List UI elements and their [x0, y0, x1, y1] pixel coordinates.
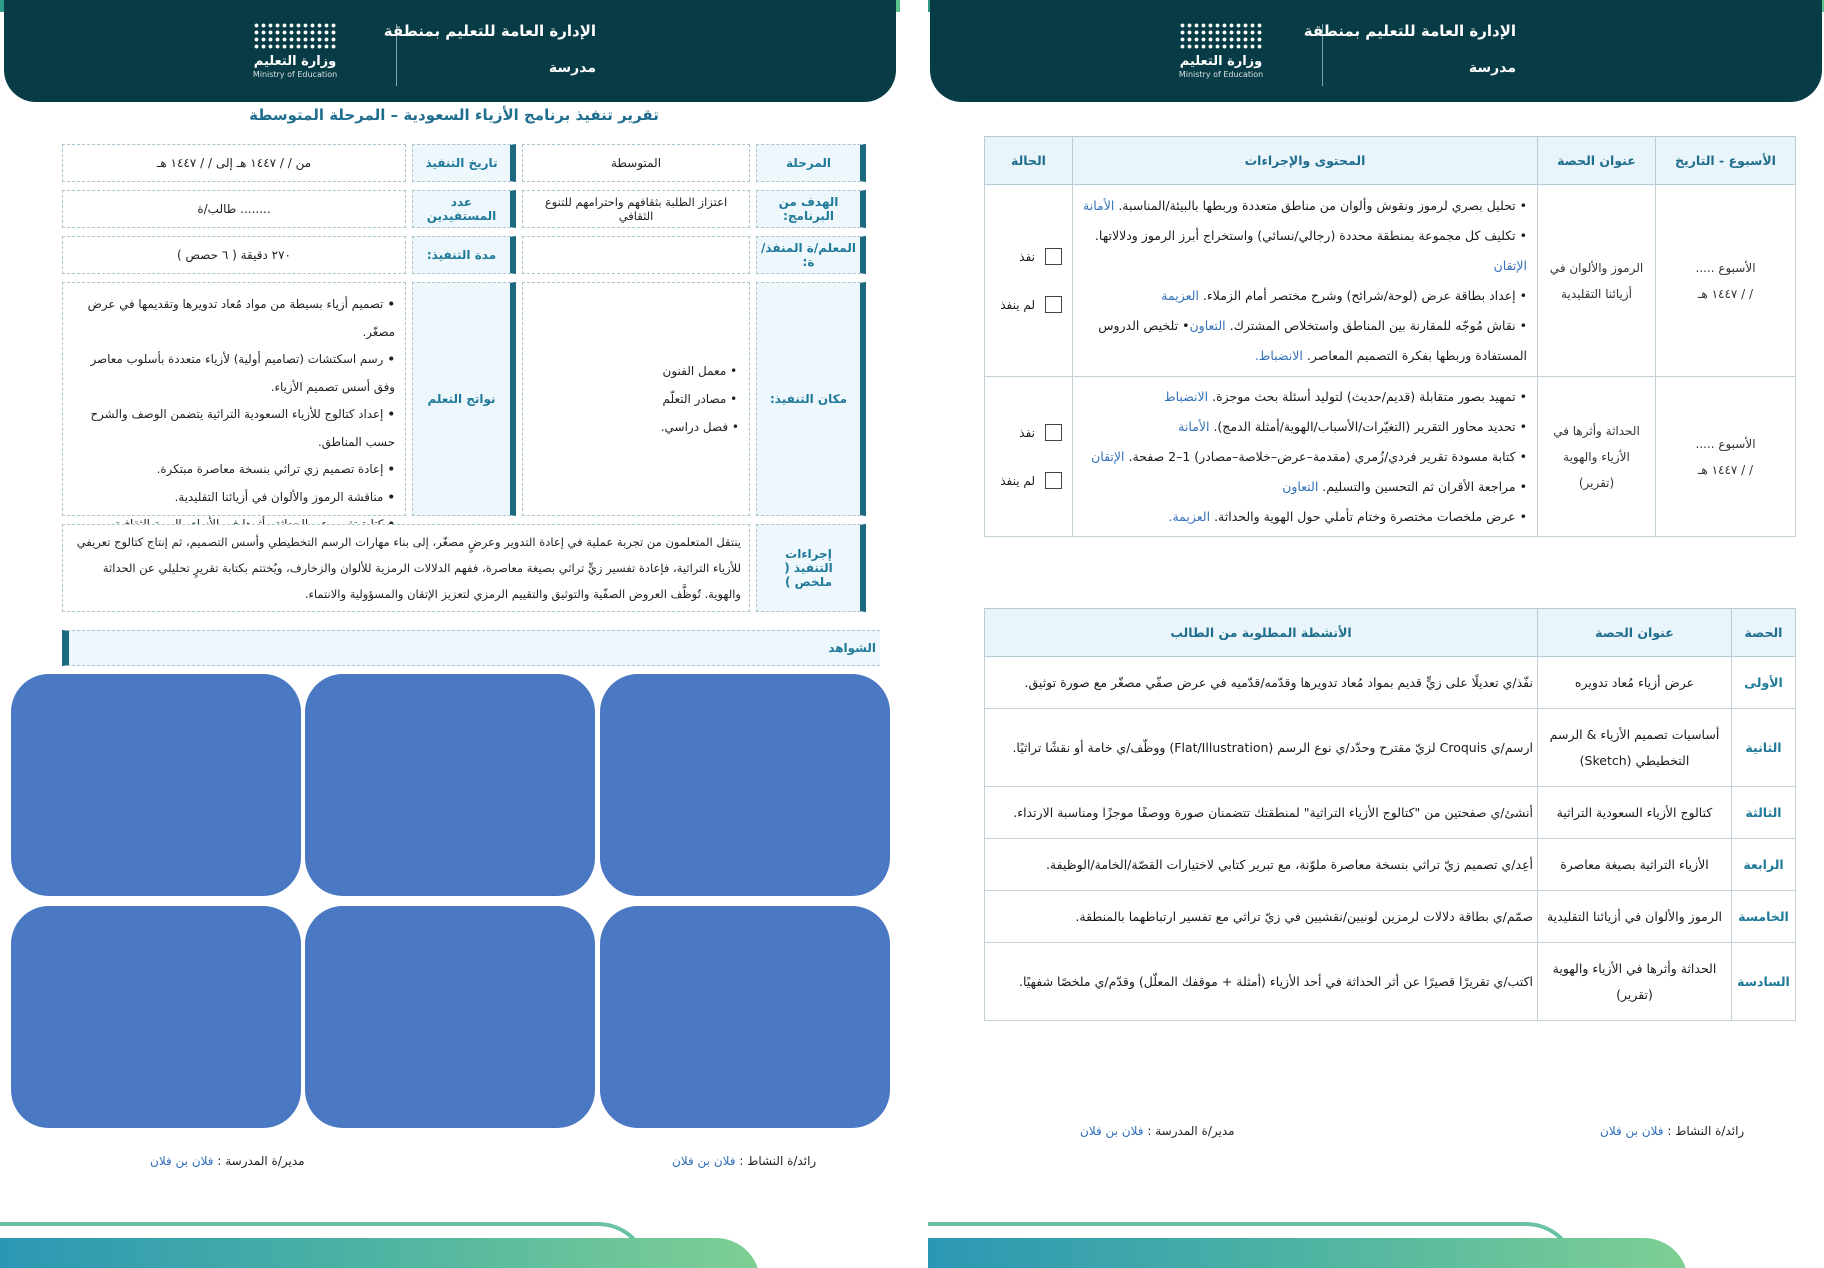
header-line2: مدرسة [1468, 60, 1516, 76]
col-content: المحتوى والإجراءات [1073, 137, 1538, 185]
teacher-value [522, 236, 750, 274]
leader-label: رائد/ة النشاط : [1667, 1124, 1745, 1138]
status-cell [985, 377, 1073, 537]
session-no: الأولى [1732, 657, 1796, 709]
teacher-label: المعلم/ة المنفذ/ة: [756, 236, 866, 274]
plan-page [928, 0, 1824, 1268]
leader-signature [672, 1154, 816, 1168]
plan-row [985, 377, 1796, 537]
content-item: • نقاش مُوجّه للمقارنة بين المناطق واستخلاص المشترك. التعاون• تلخيص الدروس المستفادة وربطها بفكرة التصميم المعاصر. الانضباط. [1098, 317, 1527, 363]
content-item: • مراجعة الأقران ثم التحسين والتسليم. التعاون [1282, 478, 1527, 494]
place-label: مكان التنفيذ: [756, 282, 866, 516]
evidence-photo[interactable] [11, 674, 301, 896]
session-row [985, 943, 1796, 1021]
week-cell [1656, 185, 1796, 377]
place-item: • فصل دراسي. [660, 420, 739, 434]
week-label: الأسبوع ..... [1695, 260, 1756, 275]
plan-row [985, 185, 1796, 377]
evidence-photo[interactable] [305, 674, 595, 896]
content-item: • تمهيد بصور متقابلة (قديم/حديث) لتوليد أسئلة بحث موجزة. الانضباط [1164, 388, 1527, 404]
session-title: عرض أزياء مُعاد تدويره [1538, 657, 1732, 709]
content-cell [1073, 377, 1538, 537]
manager-label: مدير/ة المدرسة : [217, 1154, 305, 1168]
done-label: نفذ [1019, 425, 1035, 440]
ministry-logo [240, 22, 350, 88]
duration-value: ٢٧٠ دقيقة ( ٦ حصص ) [62, 236, 406, 274]
content-cell [1073, 185, 1538, 377]
session-row [985, 657, 1796, 709]
ministry-logo [1166, 22, 1276, 88]
leader-name: فلان بن فلان [672, 1154, 736, 1168]
beneficiaries-label: عدد المستفيدين [412, 190, 516, 228]
header-banner [4, 0, 896, 102]
session-title: الحداثة وأثرها في الأزياء والهوية (تقرير) [1538, 943, 1732, 1021]
session-row [985, 891, 1796, 943]
evidence-photo[interactable] [600, 906, 890, 1128]
content-item: • عرض ملخصات مختصرة وختام تأملي حول الهوية والحداثة. العزيمة. [1168, 508, 1527, 524]
outcomes-list [62, 282, 406, 516]
notdone-checkbox[interactable] [1045, 296, 1062, 313]
session-activity: اكتب/ي تقريرًا قصيرًا عن أثر الحداثة في أحد الأزياء (أمثلة + موقفك المعلّل) وقدّم/ي ملخصًا شفهيًا. [985, 943, 1538, 1021]
logo-dots-icon [1179, 22, 1263, 50]
session-row [985, 787, 1796, 839]
outcome-item: • تصميم أزياء بسيطة من مواد مُعاد تدويرها وتقديمها في عرض مصغّر. [73, 291, 395, 346]
report-page [0, 0, 900, 1268]
week-label: الأسبوع ..... [1695, 436, 1756, 451]
logo-dots-icon [253, 22, 337, 50]
evidence-label: الشواهد [62, 630, 880, 666]
date-value: من / / ١٤٤٧ هـ إلى / / ١٤٤٧ هـ [62, 144, 406, 182]
place-item: • معمل الفنون [662, 364, 738, 378]
session-no: الخامسة [1732, 891, 1796, 943]
duration-label: مدة التنفيذ: [412, 236, 516, 274]
evidence-photo[interactable] [600, 674, 890, 896]
session-title-cell: الحداثة وأثرها في الأزياء والهوية (تقرير) [1538, 377, 1656, 537]
beneficiaries-value: ........ طالب/ة [62, 190, 406, 228]
procedures-label: إجراءات التنفيذ ( ملخص ) [756, 524, 866, 612]
col-week-date: الأسبوع - التاريخ [1656, 137, 1796, 185]
session-no: الرابعة [1732, 839, 1796, 891]
session-activity: ارسم/ي Croquis لزيّ مقترح وحدّد/ي نوع الرسم (Flat/Illustration) ووظّف/ي خامة أو نقشًا تراثيًا. [985, 709, 1538, 787]
session-row [985, 709, 1796, 787]
leader-name: فلان بن فلان [1600, 1124, 1664, 1138]
outcome-item: • إعداد كتالوج للأزياء السعودية التراثية يتضمن الوصف والشرح حسب المناطق. [73, 401, 395, 456]
date-label: تاريخ التنفيذ [412, 144, 516, 182]
session-title: أساسيات تصميم الأزياء & الرسم التخطيطي (Sketch) [1538, 709, 1732, 787]
manager-name: فلان بن فلان [150, 1154, 214, 1168]
weekly-plan-table [984, 136, 1796, 537]
manager-signature [1080, 1124, 1235, 1138]
session-no: الثانية [1732, 709, 1796, 787]
week-date: / / ١٤٤٧ هـ [1697, 462, 1754, 477]
col-activities: الأنشطة المطلوبة من الطالب [985, 609, 1538, 657]
session-title: الرموز والألوان في أزيائنا التقليدية [1538, 891, 1732, 943]
done-checkbox[interactable] [1045, 248, 1062, 265]
outcome-item: • رسم اسكتشات (تصاميم أولية) لأزياء متعددة بأسلوب معاصر وفق أسس تصميم الأزياء. [73, 346, 395, 401]
footer-decoration [928, 1208, 1824, 1268]
notdone-label: لم ينفذ [1000, 473, 1035, 488]
ministry-name-ar: وزارة التعليم [1179, 54, 1263, 69]
goal-value: اعتزاز الطلبة بثقافهم واحترامهم للتنوع الثقافي [522, 190, 750, 228]
week-date: / / ١٤٤٧ هـ [1697, 286, 1754, 301]
evidence-photo[interactable] [11, 906, 301, 1128]
session-no: السادسة [1732, 943, 1796, 1021]
session-title-cell: الرموز والألوان في أزيائنا التقليدية [1538, 185, 1656, 377]
content-item: • كتابة مسودة تقرير فردي/زُمري (مقدمة–عرض–خلاصة–مصادر) 1–2 صفحة. الإتقان [1091, 448, 1527, 464]
procedures-value: ينتقل المتعلمون من تجربة عملية في إعادة التدوير وعرضٍ مصغّر، إلى بناء مهارات الرسم التخطيطي وأسس التصميم، ثم إنتاج كتالوج تعريفي للأزياء التراثية، فإعادة تفسير زيٍّ تراثي بصيغة معاصرة، ففهم الدلالات الرمزية للألوان والزخارف، ويُختتم بكتابة تقريرٍ تحليلي عن الحداثة والهوية. تُوظَّف العروض الصفّية والتوثيق والتقييم الرمزي لتعزيز الإتقان والمسؤولية والانتماء. [62, 524, 750, 612]
leader-signature [1600, 1124, 1744, 1138]
col-session-title: عنوان الحصة [1538, 137, 1656, 185]
header-line1: الإدارة العامة للتعليم بمنطقة [1303, 22, 1516, 40]
place-item: • مصادر التعلّم [662, 392, 738, 406]
done-checkbox[interactable] [1045, 424, 1062, 441]
notdone-label: لم ينفذ [1000, 297, 1035, 312]
outcome-item: • مناقشة الرموز والألوان في أزيائنا التقليدية. [73, 484, 395, 512]
session-activity: صمّم/ي بطاقة دلالات لرمزين لونيين/نقشيين في زيّ تراثي مع تفسير ارتباطهما بالمنطقة. [985, 891, 1538, 943]
ministry-name-en: Ministry of Education [1178, 70, 1264, 79]
col-status: الحالة [985, 137, 1073, 185]
manager-name: فلان بن فلان [1080, 1124, 1144, 1138]
manager-label: مدير/ة المدرسة : [1147, 1124, 1235, 1138]
status-cell [985, 185, 1073, 377]
session-activity: نفّذ/ي تعديلًا على زيٍّ قديم بمواد مُعاد تدويرها وقدّمه/قدّميه في عرض صفّي مصغّر مع صورة توثيق. [985, 657, 1538, 709]
session-row [985, 839, 1796, 891]
content-item: • تحديد محاور التقرير (التغيّرات/الأسباب/الهوية/أمثلة الدمج). الأمانة [1178, 418, 1527, 434]
sessions-table [984, 608, 1796, 1021]
session-title: الأزياء التراثية بصيغة معاصرة [1538, 839, 1732, 891]
content-item: • إعداد بطاقة عرض (لوحة/شرائح) وشرح مختصر أمام الزملاء. العزيمة [1161, 287, 1527, 303]
stage-label: المرحلة [756, 144, 866, 182]
ministry-name-ar: وزارة التعليم [253, 54, 337, 69]
outcome-item: • إعادة تصميم زي تراثي بنسخة معاصرة مبتكرة. [73, 456, 395, 484]
footer-decoration [0, 1208, 900, 1268]
leader-label: رائد/ة النشاط : [739, 1154, 817, 1168]
outcomes-label: نواتج التعلم [412, 282, 516, 516]
session-activity: أنشئ/ي صفحتين من "كتالوج الأزياء التراثية" لمنطقتك تتضمنان صورة ووصفًا موجزًا ومناسبة الارتداء. [985, 787, 1538, 839]
session-title: كتالوج الأزياء السعودية التراثية [1538, 787, 1732, 839]
header-line1: الإدارة العامة للتعليم بمنطقة [383, 22, 596, 40]
stage-value: المتوسطة [522, 144, 750, 182]
content-item: • تحليل بصري لرموز ونقوش وألوان من مناطق متعددة وربطها بالبيئة/المناسبة. الأمانة [1083, 197, 1527, 213]
goal-label: الهدف من البرنامج: [756, 190, 866, 228]
session-activity: أعِد/ي تصميم زيّ تراثي بنسخة معاصرة ملوّنة، مع تبرير كتابي لاختيارات القصّة/الخامة/الوظيفة. [985, 839, 1538, 891]
done-label: نفذ [1019, 249, 1035, 264]
place-list [522, 282, 750, 516]
notdone-checkbox[interactable] [1045, 472, 1062, 489]
content-item: • تكليف كل مجموعة بمنطقة محددة (رجالي/نسائي) واستخراج أبرز الرموز ودلالاتها. الإتقان [1094, 227, 1527, 273]
report-title: تقرير تنفيذ برنامج الأزياء السعودية – المرحلة المتوسطة [249, 106, 659, 124]
ministry-name-en: Ministry of Education [252, 70, 338, 79]
evidence-photo[interactable] [305, 906, 595, 1128]
col-session-title: عنوان الحصة [1538, 609, 1732, 657]
week-cell [1656, 377, 1796, 537]
header-banner [930, 0, 1822, 102]
header-line2: مدرسة [548, 60, 596, 76]
manager-signature [150, 1154, 305, 1168]
col-session-no: الحصة [1732, 609, 1796, 657]
session-no: الثالثة [1732, 787, 1796, 839]
